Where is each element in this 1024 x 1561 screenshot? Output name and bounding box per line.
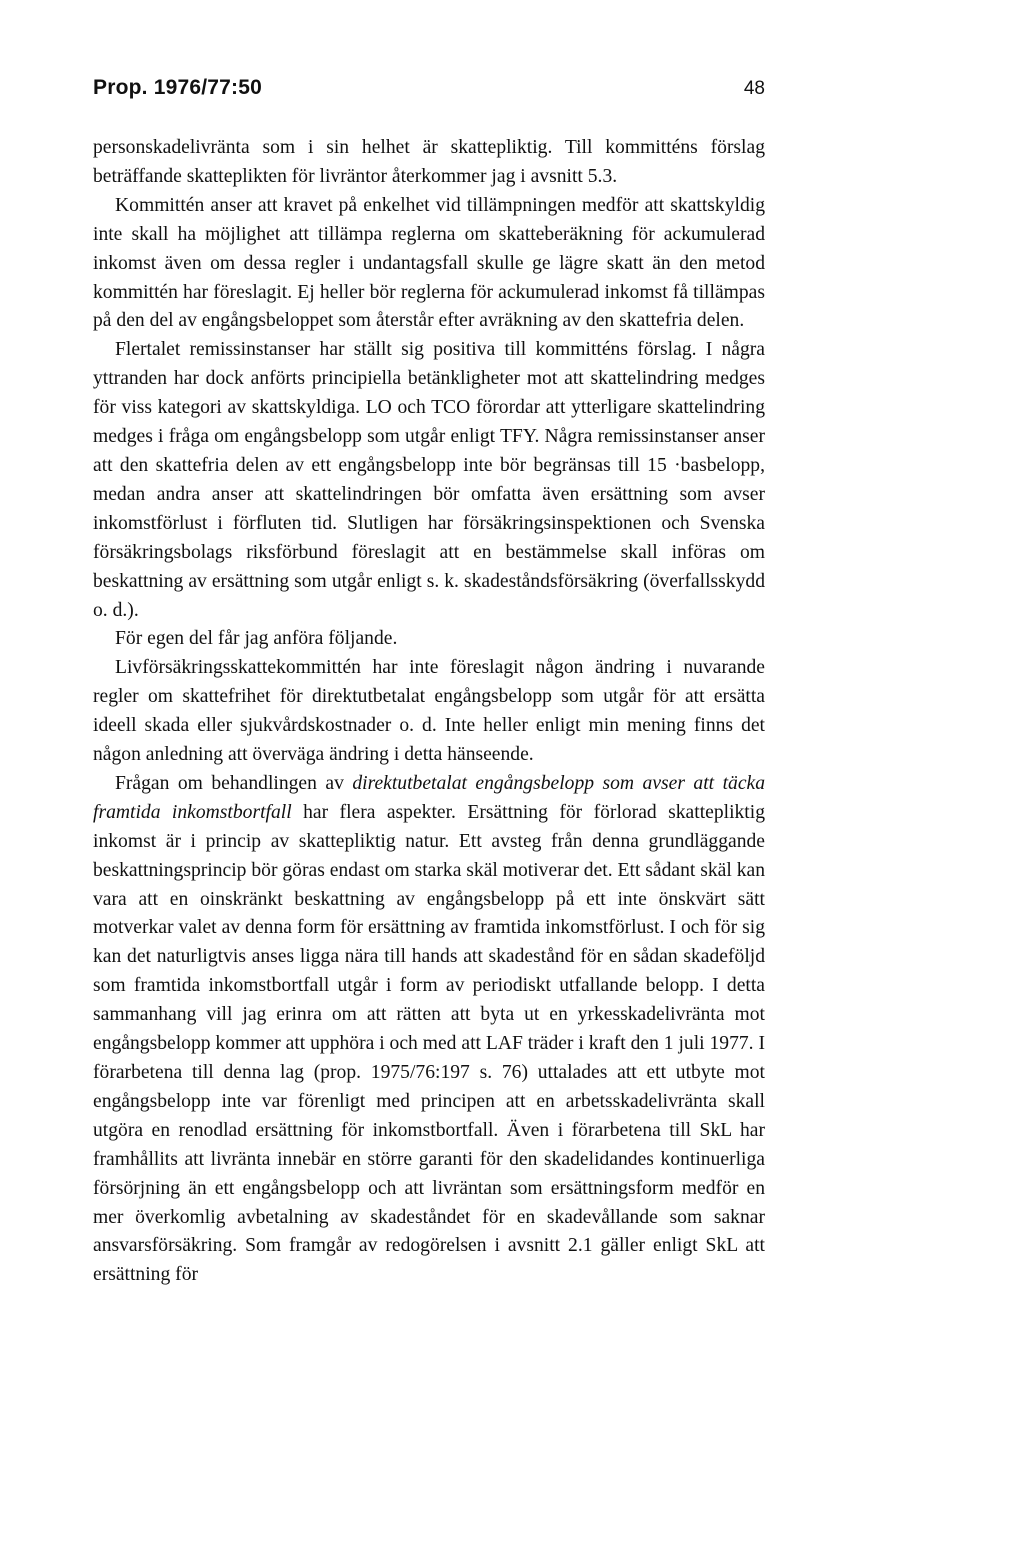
- paragraph-text-rest: har flera aspekter. Ersättning för förlorad skattepliktig inkomst är i princip av skattepliktig natur. Ett avsteg från denna grundläggande beskattningsprincip bör göras endast om starka skäl motiverar det. Ett sådant skäl kan vara att en oinskränkt beskattning av engångsbelopp på ett inte önskvärt sätt motverkar valet av denna form för ersättning av framtida inkomstförlust. I och för sig kan det naturligtvis anses ligga nära till hands att skadestånd för en sådan skadeföljd som framtida inkomstbortfall utgår i form av periodiskt utfallande belopp. I detta sammanhang vill jag erinra om att rätten att byta ut en yrkesskadelivränta mot engångsbelopp kommer att upphöra i och med att LAF träder i kraft den 1 juli 1977. I förarbetena till denna lag (prop. 1975/76:197 s. 76) uttalades att ett utbyte mot engångsbelopp inte var förenligt med principen att en arbetsskadelivränta skall utgöra en renodlad ersättning för inkomstbortfall. Även i förarbetena till SkL har framhållits att livränta innebär en större garanti för den skadelidandes kontinuerliga försörjning än ett engångsbelopp och att livräntan som ersättningsform medför en mer överkomlig avbetalning av skadeståndet för en skadevållande som saknar ansvarsförsäkring. Som framgår av redogörelsen i avsnitt 2.1 gäller enligt SkL att ersättning för: [93, 801, 766, 1286]
- paragraph-text-start: Frågan om behandlingen av: [115, 772, 353, 794]
- body-text: [93, 134, 765, 1290]
- paragraph-engangsbelopp: [93, 770, 765, 1290]
- document-reference: Prop. 1976/77:50: [93, 76, 262, 99]
- paragraph-livforsakring: Livförsäkringsskattekommittén har inte föreslagit någon ändring i nuvarande regler om skattefrihet för direktutbetalat engångsbelopp som utgår för att ersätta ideell skada eller sjukvårdskostnader o. d. Inte heller enligt min mening finns det någon anledning att överväga ändring i detta hänseende.: [93, 657, 765, 766]
- paragraph-remissinstanser: Flertalet remissinstanser har ställt sig positiva till kommitténs förslag. I några yttranden har dock anförts principiella betänkligheter mot att skattelindring medges för viss kategori av skattskyldiga. LO och TCO förordar att ytterligare skattelindring medges i fråga om engångsbelopp som utgår enligt TFY. Några remissinstanser anser att den skattefria delen av ett engångsbelopp inte bör begränsas till 15 ·basbelopp, medan andra anser att skattelindringen bör omfatta även ersättning som avser inkomstförlust i förfluten tid. Slutligen har försäkringsinspektionen och Svenska försäkringsbolags riksförbund föreslagit att en bestämmelse skall införas om beskattning av ersättning som utgår enligt s. k. skadeståndsförsäkring (överfallsskydd o. d.).: [93, 339, 765, 621]
- page-number: 48: [743, 78, 765, 99]
- paragraph-continuation: personskadelivränta som i sin helhet är skattepliktig. Till kommitténs förslag beträffande skatteplikten för livräntor återkommer jag i avsnitt 5.3.: [93, 137, 765, 187]
- paragraph-egen-del: För egen del får jag anföra följande.: [115, 628, 398, 650]
- page-header: [93, 76, 765, 106]
- italic-term: direktutbetalat engångsbelopp som avser att täcka framtida inkomstbortfall: [93, 772, 766, 823]
- paragraph-kommitten: Kommittén anser att kravet på enkelhet vid tillämpningen medför att skattskyldig inte skall ha möjlighet att tillämpa reglerna om skatteberäkning för ackumulerad inkomst även om dessa regler i undantagsfall skulle ge lägre skatt än den metod kommittén har föreslagit. Ej heller bör reglerna för ackumulerad inkomst få tillämpas på den del av engångsbeloppet som återstår efter avräkning av den skattefria delen.: [93, 194, 765, 332]
